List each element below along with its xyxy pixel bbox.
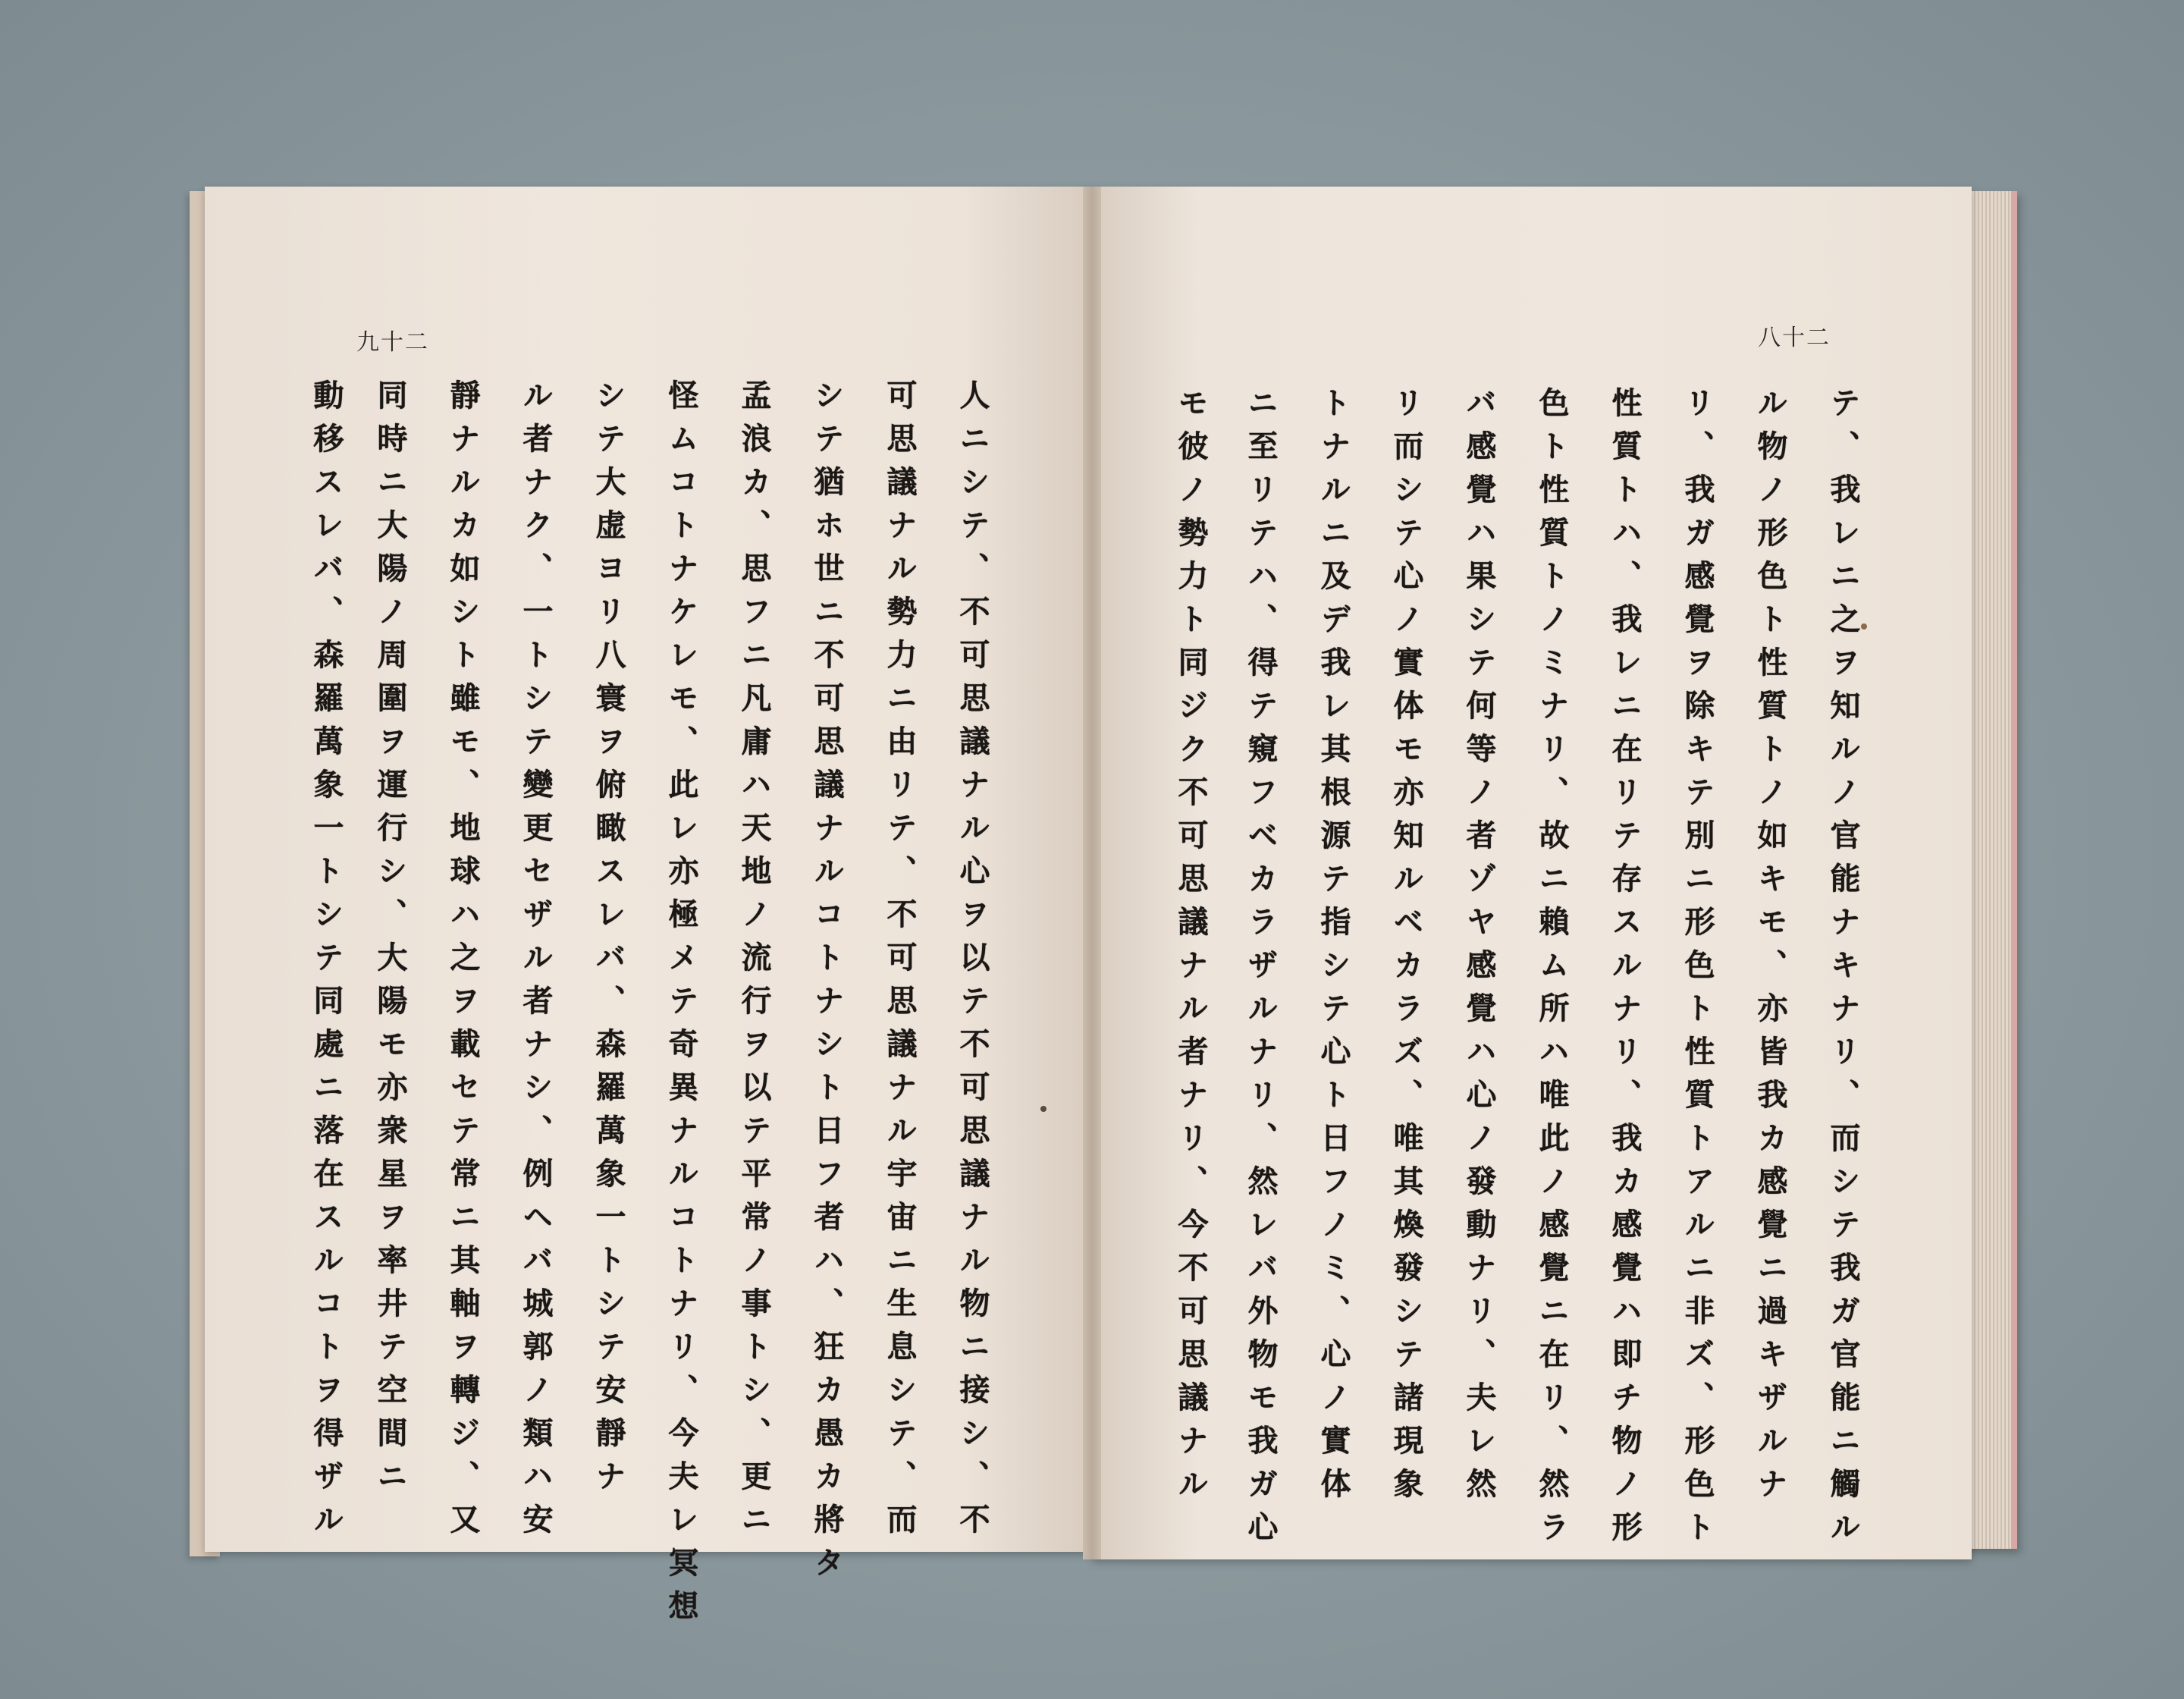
right-text-column-2: ル物ノ形色ト性質トノ如キモ、亦皆我カ感覺ニ過キザルナ (1753, 387, 1788, 1511)
left-text-column-6: シテ大虚ヨリ八寰ヲ俯瞰スレバ、森羅萬象一トシテ安靜ナ (591, 379, 626, 1503)
left-text-column-1: 人ニシテ、不可思議ナル心ヲ以テ不可思議ナル物ニ接シ、不 (955, 379, 990, 1547)
right-text-column-7: リ而シテ心ノ實体モ亦知ルベカラズ、唯其煥發シテ諸現象 (1389, 387, 1424, 1511)
right-text-column-1: テ、我レニ之ヲ知ルノ官能ナキナリ、而シテ我ガ官能ニ觸ル (1825, 387, 1861, 1554)
right-text-column-3: リ、我ガ感覺ヲ除キテ別ニ形色ト性質トアルニ非ズ、形色ト (1680, 387, 1715, 1554)
right-text-column-10: モ彼ノ勢力ト同ジク不可思議ナル者ナリ、今不可思議ナル (1173, 387, 1209, 1511)
page-stack-edge (1964, 191, 2017, 1549)
left-text-column-10: 動移スレバ、森羅萬象一トシテ同處ニ落在スルコトヲ得ザル (309, 379, 344, 1547)
left-text-column-7: ル者ナク、一トシテ變更セザル者ナシ、例ヘバ城郭ノ類ハ安 (518, 379, 554, 1547)
left-text-column-2: 可思議ナル勢力ニ由リテ、不可思議ナル宇宙ニ生息シテ、而 (882, 379, 918, 1547)
right-text-column-8: トナルニ及デ我レ其根源テ指シテ心ト日フノミ、心ノ實体 (1316, 387, 1351, 1511)
left-text-column-3: シテ猶ホ世ニ不可思議ナルコトナシト日フ者ハ、狂カ愚カ將タ (809, 379, 845, 1590)
right-text-column-4: 性質トハ、我レニ在リテ存スルナリ、我カ感覺ハ即チ物ノ形 (1607, 387, 1643, 1554)
right-page-number: 八十二 (1758, 325, 1831, 351)
foxing-spot (1861, 623, 1867, 630)
left-text-column-5: 怪ムコトナケレモ、此レ亦極メテ奇異ナルコトナリ、今夫レ冥想 (664, 379, 699, 1633)
left-text-column-8: 靜ナルカ如シト雖モ、地球ハ之ヲ載セテ常ニ其軸ヲ轉ジ、又 (445, 379, 481, 1547)
right-text-column-5: 色ト性質トノミナリ、故ニ賴ム所ハ唯此ノ感覺ニ在リ、然ラ (1534, 387, 1570, 1554)
ink-speck (1040, 1106, 1046, 1112)
book-gutter (1083, 187, 1101, 1559)
left-text-column-9: 同時ニ大陽ノ周圍ヲ運行シ、大陽モ亦衆星ヲ率井テ空間ニ (372, 379, 408, 1503)
left-text-column-4: 孟浪カ、思フニ凡庸ハ天地ノ流行ヲ以テ平常ノ事トシ、更ニ (736, 379, 772, 1547)
left-page-number: 九十二 (356, 329, 429, 356)
right-text-column-9: ニ至リテハ、得テ窺フベカラザルナリ、然レバ外物モ我ガ心 (1243, 387, 1279, 1554)
right-text-column-6: バ感覺ハ果シテ何等ノ者ゾヤ感覺ハ心ノ發動ナリ、夫レ然 (1461, 387, 1497, 1511)
